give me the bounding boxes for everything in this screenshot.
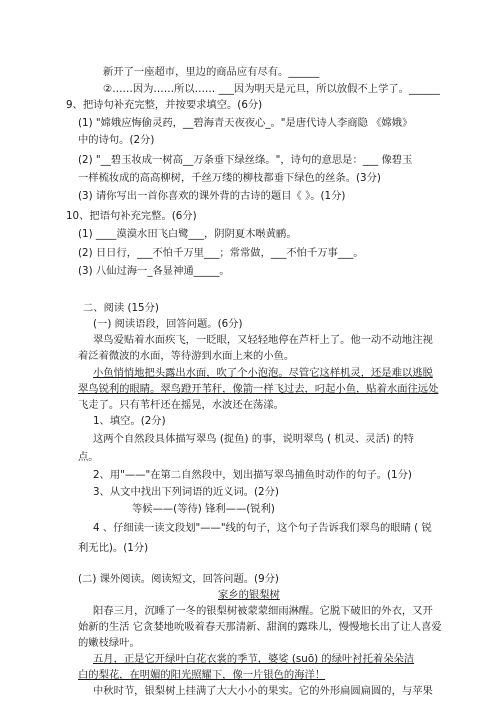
text-line: 一样梳妆成的高高柳树，千丝万缕的柳枝都垂下绿色的丝条。(3分)	[78, 172, 381, 184]
text-line: 4 、仔细读一读文段划"——"线的句子，这个句子告诉我们翠鸟的眼睛 ( 锐	[93, 522, 432, 534]
section-2-heading: 二、阅读 (15分)	[83, 302, 159, 314]
text-line: (2) "__碧玉妆成一树高__万条垂下绿丝绦。"，诗句的意思是：___ 像碧玉	[78, 154, 413, 166]
text-line: 的嫩枝绿叶。	[78, 637, 140, 649]
text-line: 3、从文中找出下列词语的近义词。(2分)	[93, 486, 279, 498]
text-line: 着泛着微波的水面，等待游到水面上来的小鱼。	[78, 350, 295, 362]
reading-2-heading: (二) 课外阅读。阅读短文，回答问题。(9分)	[78, 573, 279, 585]
text-line: 1、填空。(2分)	[93, 415, 166, 427]
text-line: 2、用"——"在第二自然段中，划出描写翠鸟捕鱼时动作的句子。(1分)	[93, 469, 412, 481]
text-line: 五月，正是它开绿叶白花衣裳的季节，婆娑 (suō) 的绿叶衬托着朵朵洁	[93, 653, 415, 665]
text-line: (3) 八仙过海一_各显神通_____。	[78, 265, 230, 277]
text-line: 点。	[78, 451, 99, 463]
text-line: 利无比)。(1分)	[78, 542, 149, 554]
text-line: ②……因为……所以…… ___因为明天是元旦，所以放假不上学了。______	[103, 83, 440, 95]
text-line: (3) 请你写出一首你喜欢的课外背的古诗的题目《 》。(1分)	[78, 190, 346, 202]
text-line: 新开了一座超市，里边的商品应有尽有。______	[103, 66, 320, 78]
text-line: 这两个自然段具体描写翠鸟 (捉鱼) 的事，说明翠鸟 ( 机灵、灵活) 的特	[93, 433, 414, 445]
text-line: (1) ____漠漠水田飞白鹭___，阴阴夏木啭黄鹂。	[78, 228, 297, 240]
text-line: 小鱼悄悄地把头露出水面，吹了个小泡泡。尽管它这样机灵，还是难以逃脱	[93, 367, 433, 379]
text-line: 中秋时节，银梨树上挂满了大大小小的果实。它的外形扁圆扁圆的，与苹果	[93, 685, 433, 697]
text-line: 始新的生活 它贪婪地吮吸着春天那清新、甜润的露珠儿，慢慢地长出了让人喜爱	[78, 621, 442, 633]
text-line: 等候——(等待) 锋利——(锐利)	[132, 503, 275, 515]
text-line: (1) "嫦娥应悔偷灵药，__碧海青天夜夜心_。"是唐代诗人李商隐 《嫦娥》	[78, 117, 413, 129]
text-line: 中的诗句。(2分)	[78, 134, 155, 146]
text-line: 阳春三月，沉睡了一冬的银梨树被蒙蒙细雨淋醒。它脱下破旧的外衣，又开	[93, 605, 433, 617]
text-line: 白的梨花，在明媚的阳光照耀下，像一片银色的海洋！	[78, 669, 326, 681]
question-9-heading: 9、把诗句补充完整，并按要求填空。(6分)	[66, 99, 263, 111]
text-line: 飞走了。只有苇杆还在摇晃，水波还在荡漾。	[78, 399, 284, 411]
text-line: 翠鸟锐利的眼睛。翠鸟蹬开苇秆，像箭一样飞过去，叼起小鱼，贴着水面往远处	[78, 383, 439, 395]
passage-title: 家乡的银梨树	[218, 589, 280, 601]
reading-1-heading: (一) 阅读语段，回答问题。(6分)	[93, 318, 243, 330]
question-10-heading: 10、把语句补充完整。(6分)	[66, 210, 197, 222]
text-line: 翠鸟爱贴着水面疾飞，一眨眼，又轻轻地停在芦杆上了。他一动不动地注视	[93, 334, 433, 346]
text-line: (2) 日日行，___不怕千万里___；常常做，___不怕千万事___。	[78, 247, 364, 259]
